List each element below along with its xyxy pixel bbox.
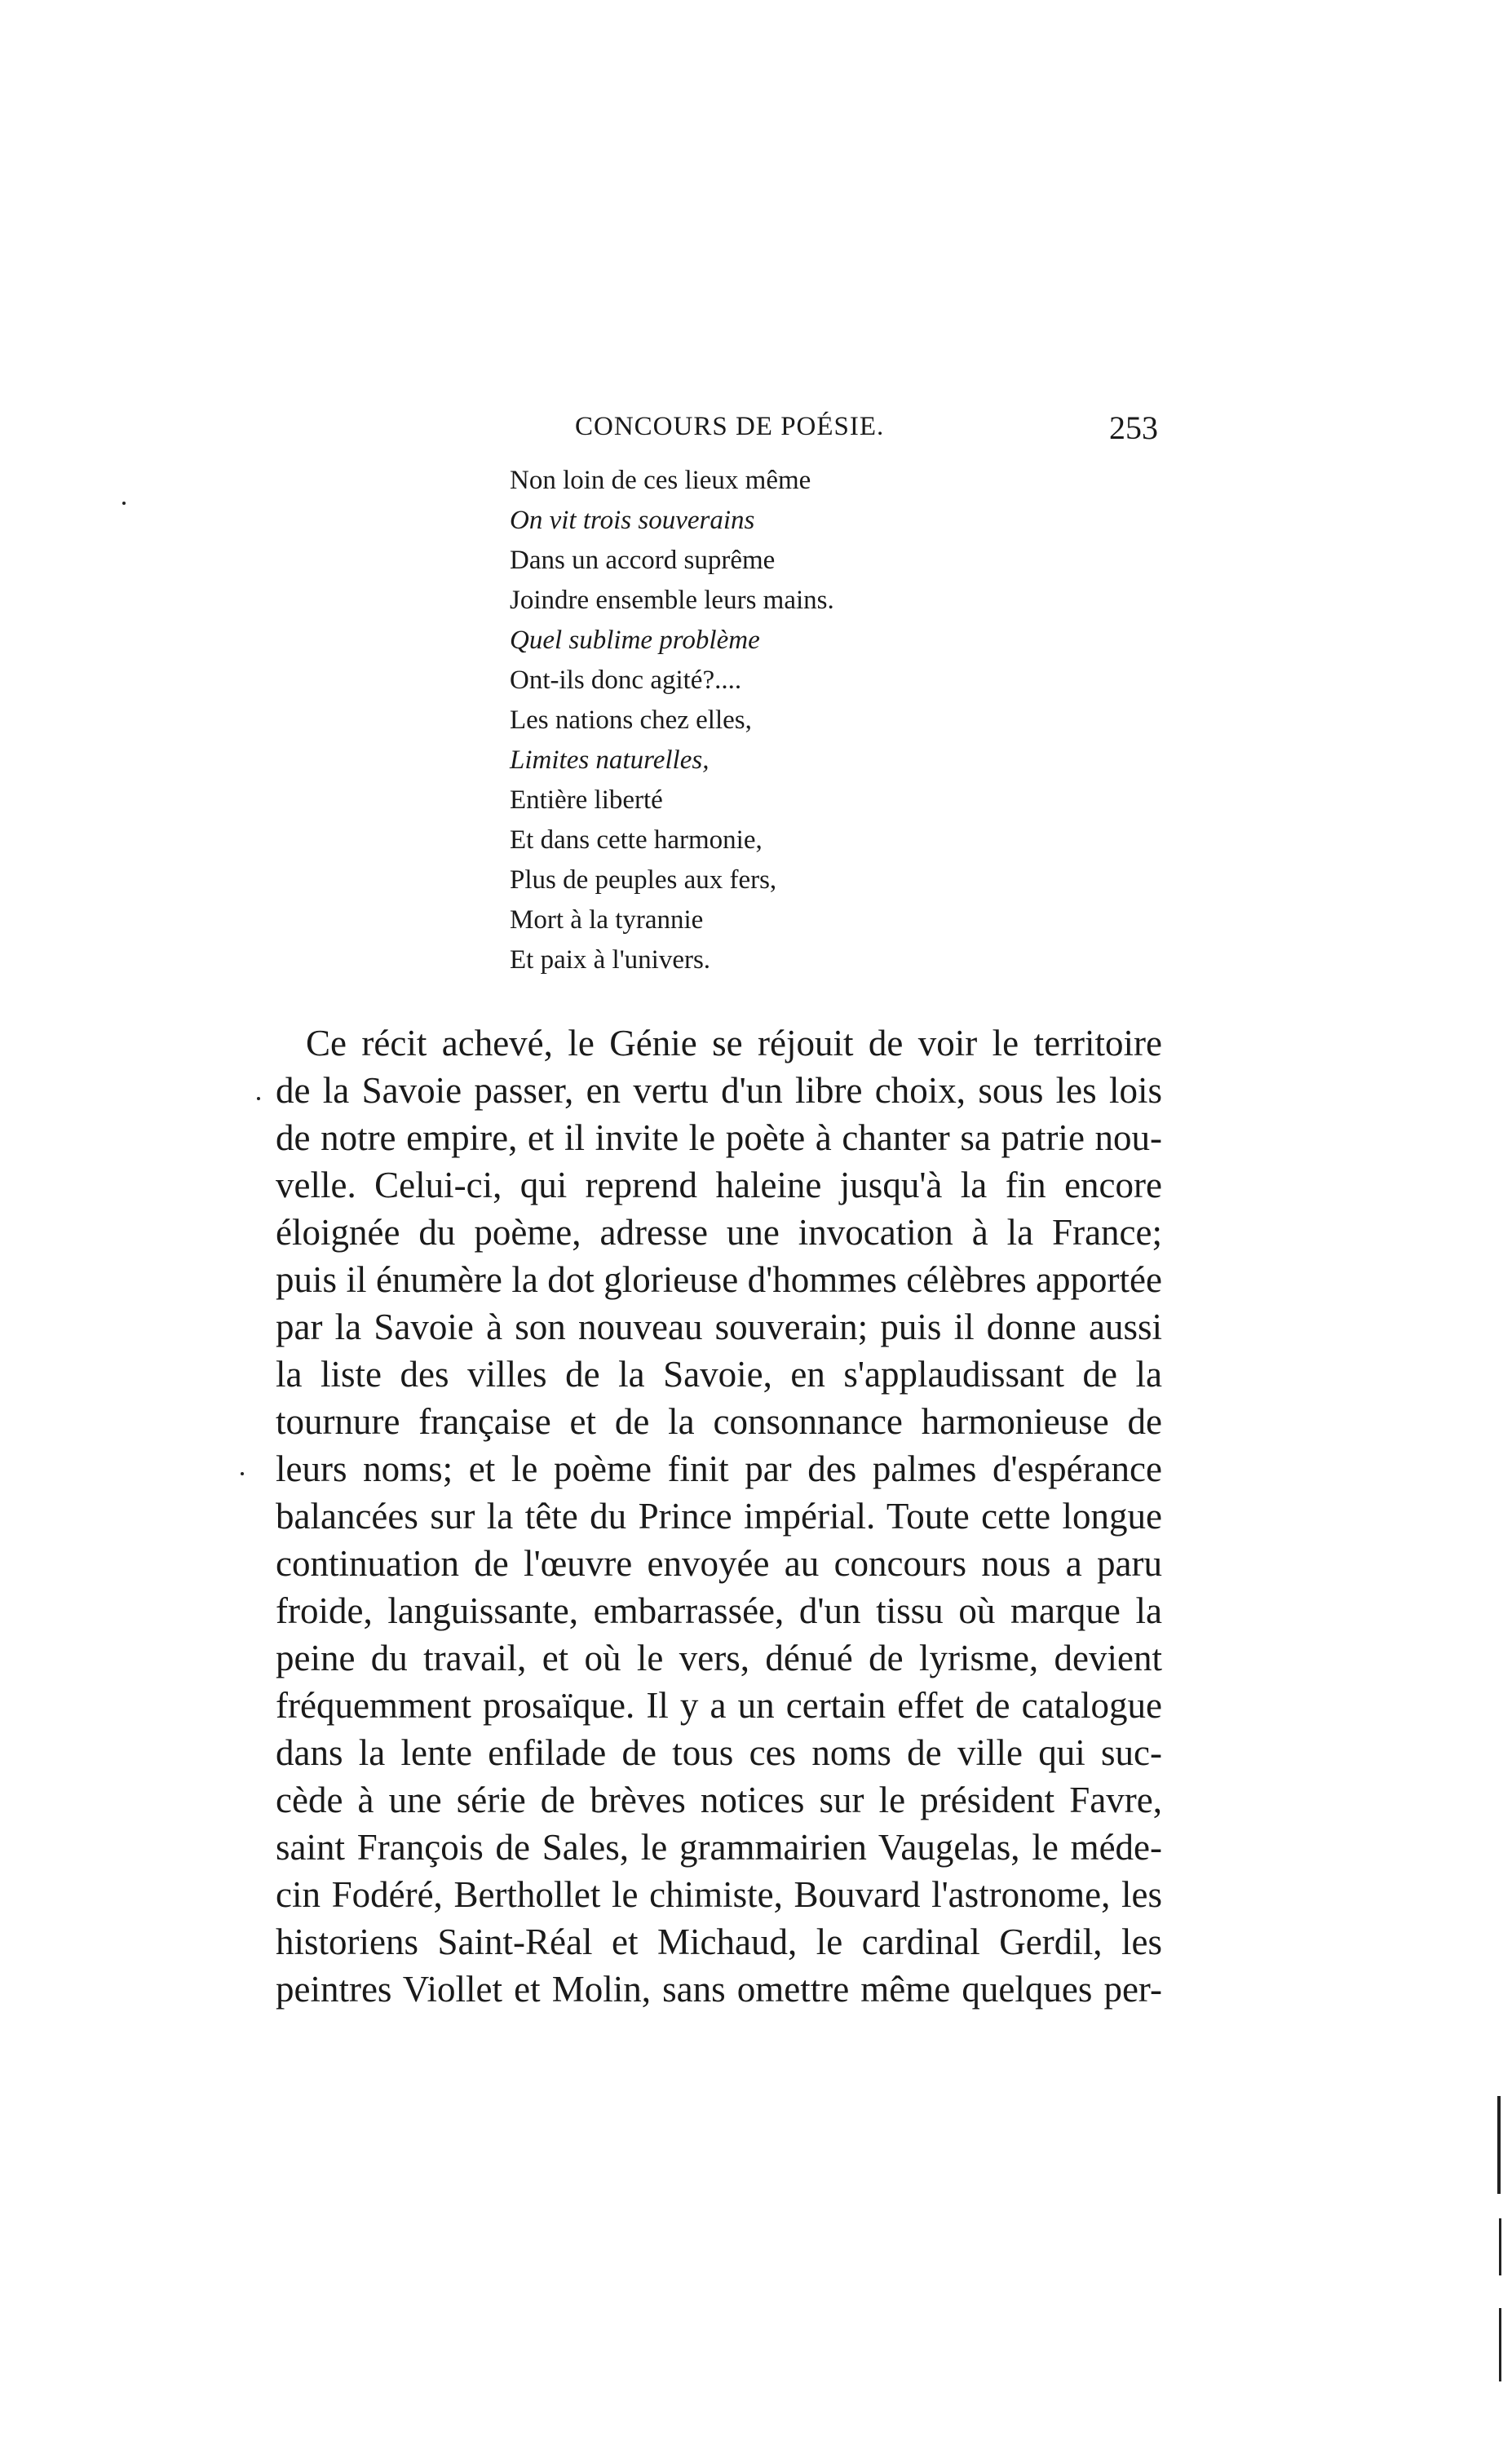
verse-stanza xyxy=(510,461,1081,980)
verse-line: Et paix à l'univers. xyxy=(510,945,711,975)
prose-line: velle. Celui-ci, qui reprend haleine jusqu'à la fin encore xyxy=(276,1165,1162,1205)
verse-line: Mort à la tyrannie xyxy=(510,905,704,935)
verse-line: Dans un accord suprême xyxy=(510,546,776,575)
prose-line: de la Savoie passer, en vertu d'un libre choix, sous les lois xyxy=(276,1070,1162,1111)
verse-line: Quel sublime problème xyxy=(510,626,760,655)
prose-line: saint François de Sales, le grammairien Vaugelas, le méde- xyxy=(276,1827,1162,1868)
prose-line: continuation de l'œuvre envoyée au concours nous a paru xyxy=(276,1543,1162,1584)
prose-line: peintres Viollet et Molin, sans omettre même quelques per- xyxy=(276,1969,1162,2010)
prose-line: Ce récit achevé, le Génie se réjouit de voir le territoire xyxy=(306,1023,1162,1064)
verse-line: Entière liberté xyxy=(510,785,663,815)
prose-line: cède à une série de brèves notices sur le président Favre, xyxy=(276,1780,1162,1820)
prose-line: historiens Saint-Réal et Michaud, le cardinal Gerdil, les xyxy=(276,1921,1162,1962)
prose-line: puis il énumère la dot glorieuse d'hommes célèbres apportée xyxy=(276,1259,1162,1300)
prose-line: balancées sur la tête du Prince impérial. Toute cette longue xyxy=(276,1496,1162,1537)
prose-line: de notre empire, et il invite le poète à chanter sa patrie nou- xyxy=(276,1117,1162,1158)
verse-line: Les nations chez elles, xyxy=(510,705,752,735)
verse-line: Ont-ils donc agité?.... xyxy=(510,666,742,695)
verse-line: Limites naturelles, xyxy=(510,745,710,775)
verse-line: Joindre ensemble leurs mains. xyxy=(510,586,834,615)
verse-line: Et dans cette harmonie, xyxy=(510,825,763,855)
prose-line: froide, languissante, embarrassée, d'un tissu où marque la xyxy=(276,1590,1162,1631)
prose-line: par la Savoie à son nouveau souverain; puis il donne aussi xyxy=(276,1307,1162,1347)
prose-line: leurs noms; et le poème finit par des palmes d'espérance xyxy=(276,1448,1162,1489)
prose-line: cin Fodéré, Berthollet le chimiste, Bouvard l'astronome, les xyxy=(276,1874,1162,1915)
prose-line: la liste des villes de la Savoie, en s'applaudissant de la xyxy=(276,1354,1162,1395)
scan-speck xyxy=(122,502,126,505)
prose-line: éloignée du poème, adresse une invocation à la France; xyxy=(276,1212,1162,1253)
verse-line: Plus de peuples aux fers, xyxy=(510,865,777,895)
scan-edge-mark xyxy=(1499,2218,1501,2275)
prose-line: peine du travail, et où le vers, dénué de lyrisme, devient xyxy=(276,1638,1162,1678)
page-number: 253 xyxy=(1109,409,1158,446)
prose-line: tournure française et de la consonnance harmonieuse de xyxy=(276,1401,1162,1442)
scan-speck xyxy=(257,1097,260,1100)
scan-edge-mark xyxy=(1497,2096,1501,2194)
scan-edge-mark xyxy=(1499,2308,1501,2381)
prose-line: dans la lente enfilade de tous ces noms de ville qui suc- xyxy=(276,1732,1162,1773)
running-head xyxy=(277,409,1158,453)
verse-line: On vit trois souverains xyxy=(510,506,755,535)
running-title: CONCOURS DE POÉSIE. xyxy=(575,412,885,441)
verse-line: Non loin de ces lieux même xyxy=(510,466,811,495)
scan-speck xyxy=(241,1472,244,1475)
prose-line: fréquemment prosaïque. Il y a un certain effet de catalogue xyxy=(276,1685,1162,1726)
prose-paragraph xyxy=(276,1019,1162,2013)
